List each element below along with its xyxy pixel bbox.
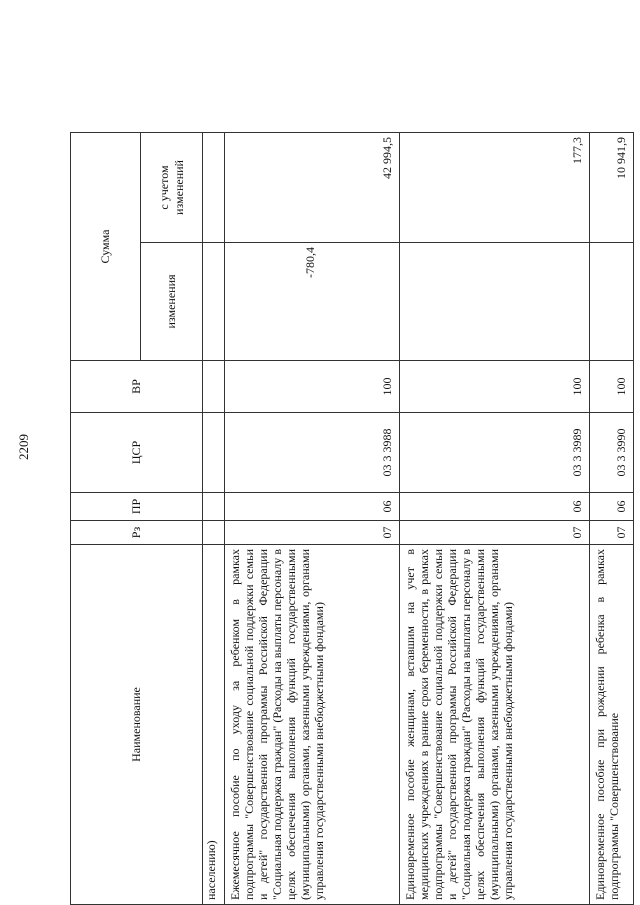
row-vr: 100 — [400, 361, 590, 413]
row-pr: 06 — [400, 493, 590, 521]
budget-table — [70, 132, 634, 905]
header-name: Наименование — [71, 545, 203, 905]
row-pr: 06 — [590, 493, 634, 521]
row-rz: 07 — [400, 521, 590, 545]
header-changes: изменения — [141, 243, 203, 361]
row-rz: 07 — [590, 521, 634, 545]
header-with-changes: с учетом изменений — [141, 133, 203, 243]
row-total: 10 941,9 — [590, 133, 634, 243]
table-row — [225, 133, 400, 905]
header-csr: ЦСР — [71, 413, 203, 493]
header-sum: Сумма — [71, 133, 141, 361]
row-csr: 03 3 3990 — [590, 413, 634, 493]
row-pr: 06 — [225, 493, 400, 521]
row-vr: 100 — [590, 361, 634, 413]
page-number: 2209 — [16, 434, 31, 460]
table-row — [590, 133, 634, 905]
row-name: Единовременное пособие женщинам, вставшим на учет в медицинских учреждениях в ранние сроки беременности, в рамках подпрограммы "Совершенствование социальной поддержки семьи и детей" государственной программы Российской Федерации "Социальная поддержка граждан" (Расходы на выплаты персоналу в целях обеспечения выполнения функций государственными (муниципальными) органами, казенными учреждениями, органами управления государственными внебюджетными фондами) — [400, 545, 590, 905]
row-total: 42 994,5 — [225, 133, 400, 243]
continuation-text: населению) — [203, 545, 225, 905]
header-pr: ПР — [71, 493, 203, 521]
row-name: Ежемесячное пособие по уходу за ребенком в рамках подпрограммы "Совершенствование социальной поддержки семьи и детей" государственной программы Российской Федерации "Социальная поддержка граждан" (Расходы на выплаты персоналу в целях обеспечения выполнения функций государственными (муниципальными) органами, казенными учреждениями, органами управления государственными внебюджетными фондами) — [225, 545, 400, 905]
row-changes — [400, 243, 590, 361]
continuation-row — [203, 133, 225, 905]
row-csr: 03 3 3988 — [225, 413, 400, 493]
header-vr: ВР — [71, 361, 203, 413]
row-vr: 100 — [225, 361, 400, 413]
header-rz: Рз — [71, 521, 203, 545]
row-csr: 03 3 3989 — [400, 413, 590, 493]
row-rz: 07 — [225, 521, 400, 545]
row-total: 177,3 — [400, 133, 590, 243]
row-name: Единовременное пособие при рождении ребенка в рамках подпрограммы "Совершенствование — [590, 545, 634, 905]
table-row — [400, 133, 590, 905]
header-row — [71, 133, 141, 905]
row-changes — [590, 243, 634, 361]
row-changes: -780,4 — [225, 243, 400, 361]
